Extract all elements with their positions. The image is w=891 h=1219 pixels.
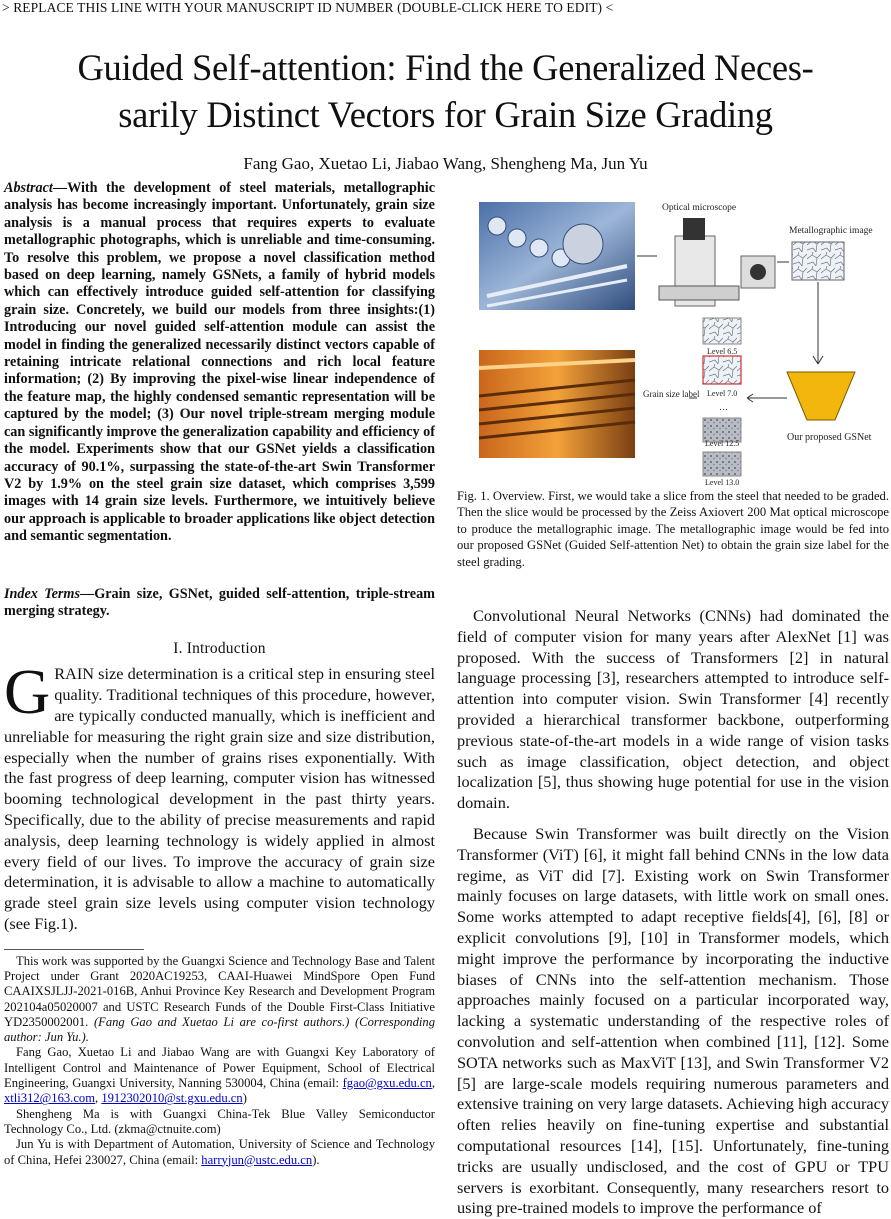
- level-7-0-label: Level 7.0: [707, 389, 738, 398]
- funding-footnote: This work was supported by the Guangxi Science and Technology Base and Talent Project under Grant 2020AC19253, CAAI-Huawei MindSpore Open Fund CAAIXSJLJJ-2021-016B, Anhui Province Key Research and Development Program 202104a05020007 and USTC Research Funds of the Double First-Class Initiative YD2350002001. (Fang Gao and Xuetao Li are co-first authors.) (Corresponding author: Jun Yu.).: [4, 953, 435, 1045]
- email-link-jiabao[interactable]: 1912302010@st.gxu.edu.cn: [101, 1091, 243, 1106]
- steel-mill-photo: [479, 350, 635, 458]
- paragraph-cnn-history: Convolutional Neural Networks (CNNs) had dominated the field of computer vision for many years after AlexNet [1] was proposed. With the success of Transformers [2] in natural language processing [3], researchers attempted to introduce self-attention into computer vision. Swin Transformer [4] recently provided a hierarchical transformer backbone, outperforming previous state-of-the-art models in a wide range of vision tasks such as image classification, object detection, and object localization [5], thus showing huge potential for use in the vision domain.: [457, 606, 889, 813]
- steel-bars-photo: [479, 202, 635, 310]
- drop-cap-letter: G: [4, 656, 51, 728]
- abstract-label: Abstract: [4, 180, 53, 196]
- affiliation-footnote-1: Fang Gao, Xuetao Li and Jiabao Wang are with Guangxi Key Laboratory of Intelligent Control and Maintenance of Power Equipment, School of Electrical Engineering, Guangxi University, Nanning 530004, China (email: fgao@gxu.edu.cn, xtli312@163.com, 1912302010@st.gxu.edu.cn): [4, 1045, 435, 1106]
- footnotes: [4, 954, 435, 1168]
- optical-microscope-image: [659, 218, 775, 306]
- index-terms-text: —Grain size, GSNet, guided self-attention, triple-stream merging strategy.: [4, 585, 436, 619]
- gsnet-funnel: [787, 372, 855, 420]
- gsnet-label: Our proposed GSNet: [787, 432, 872, 443]
- footnote-divider: [4, 949, 144, 950]
- affiliation-footnote-3: Jun Yu is with Department of Automation, University of Science and Technology of China, Hefei 230027, China (email: harryjun@ustc.edu.cn).: [4, 1137, 435, 1167]
- email-link-harryjun[interactable]: harryjun@ustc.edu.cn: [201, 1152, 313, 1167]
- abstract: [4, 180, 435, 546]
- right-column-text: [457, 606, 889, 1219]
- level-6-5-label: Level 6.5: [707, 347, 738, 356]
- abstract-text: —With the development of steel materials, metallographic analysis has become increasingly important. Unfortunately, grain size analysis is a manual process that requires experts to evaluate metallographic photographs, which is unreliable and time-consuming. To resolve this problem, we propose a novel classification method based on deep learning, namely GSNets, a family of hybrid models which can effectively introduce guided self-attention for classifying grain size. Concretely, we build our models from three insights:(1) Introducing our novel guided self-attention module can assist the model in finding the generalized necessarily distinct vectors capable of retaining intricate relational connections and rich local feature information; (2) By improving the pixel-wise linear independence of the feature map, the highly condensed semantic representation will be captured by the model; (3) Our novel triple-stream merging module can significantly improve the generalization capability and efficiency of the model. Experiments show that our GSNet yields a classification accuracy of 90.1%, surpassing the state-of-the-art Swin Transformer V2 by 1.9% on the steel grain size dataset, which comprises 3,599 images with 14 grain size levels. Furthermore, we intuitively believe our approach is applicable to broader applications like object detection and semantic segmentation.: [4, 180, 435, 545]
- affiliation-footnote-2: Shengheng Ma is with Guangxi China-Tek Blue Valley Semiconductor Technology Co., Ltd. (zkma@ctnuite.com): [4, 1106, 435, 1136]
- figure-1-caption: Fig. 1. Overview. First, we would take a slice from the steel that needed to be graded. Then the slice would be processed by the Zeiss Axiovert 200 Mat optical microscope to produce the metallographic image. The metallographic image would be fed into our proposed GSNet (Guided Self-attention Net) to obtain the grain size label for the steel grading.: [457, 489, 889, 569]
- left-column: [4, 180, 435, 1168]
- introduction-paragraph: [4, 656, 435, 934]
- right-column: [457, 196, 889, 1219]
- title-line-2: sarily Distinct Vectors for Grain Size Grading: [118, 94, 773, 135]
- title-line-1: Guided Self-attention: Find the Generalized Neces-: [77, 47, 814, 88]
- level-12-5-label: Level 12.5: [705, 439, 740, 448]
- section-heading-introduction: I. Introduction: [173, 640, 266, 658]
- paragraph-swin-limitations: Because Swin Transformer was built directly on the Vision Transformer (ViT) [6], it might fall behind CNNs in the low data regime, as ViT did [7]. Existing work on Swin Transformer mainly focuses on large datasets, with little work on small ones. Some works attempted to adapt receptive fields[4], [6], [8] or explicit convolutions [9], [10] in Transformer models, which might improve the performance by incorporating the inductive biases of CNNs into the self-attention mechanism. Those approaches mainly focused on a particular incorporated way, lacking a systematic understanding of the respective roles of convolution and self-attention when combined [11], [12]. Some SOTA networks such as MaxViT [13], and Swin Transformer V2 [5] are large-scale models requiring numerous parameters and extensive training on very large datasets. Achieving high accuracy often relies heavily on fine-tuning expertise and substantial computational resources [14], [15]. Unfortunately, fine-tuning tricks are usually undisclosed, and the cost of GPU or TPU servers is exorbitant. Consequently, many researchers resort to using pre-trained models to improve the performance of: [457, 824, 889, 1218]
- metallographic-image: [792, 242, 844, 280]
- figure-1-overview: [457, 196, 889, 486]
- grain-size-label-text: Grain size label: [643, 389, 700, 399]
- ellipsis-label: …: [719, 402, 728, 412]
- author-list: Fang Gao, Xuetao Li, Jiabao Wang, Shengheng Ma, Jun Yu: [243, 154, 648, 173]
- overview-diagram: [457, 196, 889, 486]
- email-link-fgao[interactable]: fgao@gxu.edu.cn: [342, 1076, 432, 1091]
- index-terms: [4, 586, 435, 621]
- metallographic-image-label: Metallographic image: [789, 226, 873, 236]
- index-terms-label: Index Terms: [4, 585, 80, 602]
- optical-microscope-label: Optical microscope: [662, 203, 737, 213]
- email-link-xtli[interactable]: xtli312@163.com: [4, 1091, 96, 1106]
- level-13-0-label: Level 13.0: [705, 478, 740, 486]
- introduction-text: RAIN size determination is a critical step in ensuring steel quality. Traditional techniques of this procedure, however, are typically conducted manually, which is inefficient and unreliable for measuring the right grain size and size distribution, especially when the number of grains rises exponentially. With the fast progress of deep learning, computer vision has witnessed booming technological development in the past thirty years. Specifically, due to the ability of precise measurements and rapid analysis, deep learning technology is widely applied in almost every field of our lives. To improve the accuracy of grain size determination, it is advisable to allow a machine to automatically grade steel grain size levels using computer vision technology (see Fig.1).: [4, 664, 435, 933]
- manuscript-id-line: > REPLACE THIS LINE WITH YOUR MANUSCRIPT ID NUMBER (DOUBLE-CLICK HERE TO EDIT) <: [2, 0, 614, 15]
- paper-title: [0, 44, 891, 138]
- co-first-author-note: (Fang Gao and Xuetao Li are co-first authors.) (Corresponding author: Jun Yu.).: [4, 1014, 435, 1045]
